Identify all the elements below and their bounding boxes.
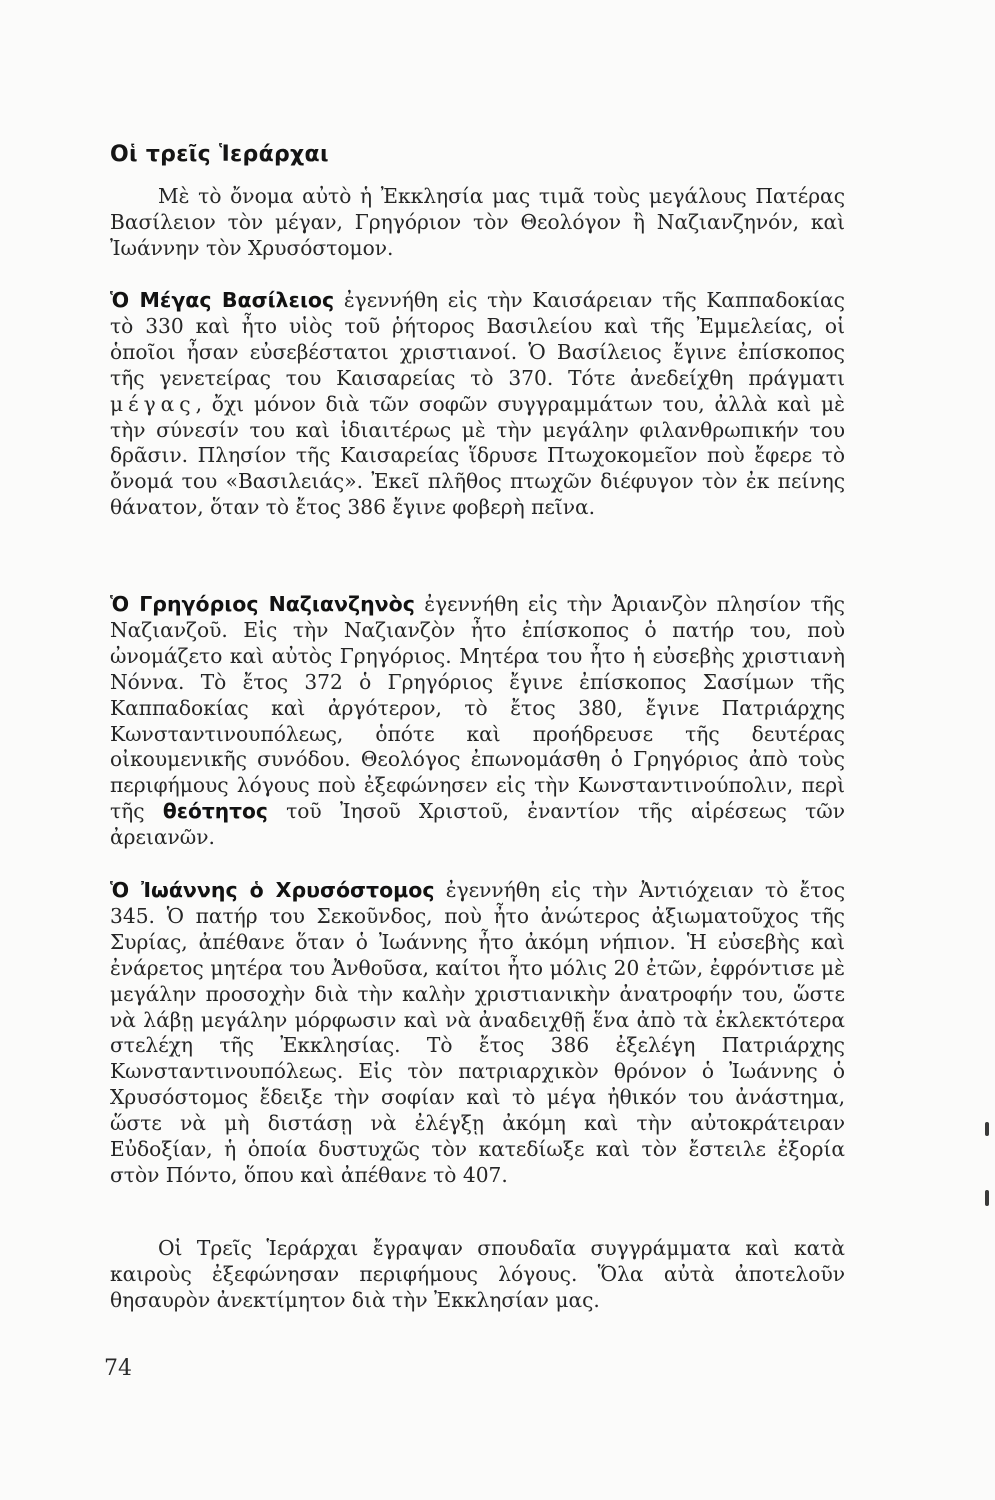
gregory-text-part-2: τοῦ Ἰησοῦ Χριστοῦ, ἐναντίον τῆς αἱρέσεως τῶν ἀρειανῶν. [110, 799, 845, 850]
intro-paragraph: Μὲ τὸ ὄνομα αὐτὸ ἡ Ἐκκλησία μας τιμᾶ τοὺς μεγάλους Πατέρας Βασίλειον τὸν μέγαν, Γρηγόριον τὸν Θεολόγον ἢ Ναζιανζηνόν, καὶ Ἰωάννην τὸν Χρυσόστομον. [110, 184, 845, 260]
gregory-heading: Ὁ Γρηγόριος Ναζιανζηνὸς [110, 592, 415, 616]
basil-text-part-1: ἐγεννήθη εἰς τὴν Καισάρειαν τῆς Καππαδοκίας τὸ 330 καὶ ἦτο υἱὸς τοῦ ῥήτορος Βασιλείου καὶ τῆς Ἐμμελείας, οἱ ὁποῖοι ἦσαν εὐσεβέστατοι χριστιανοί. Ὁ Βασίλειος ἔγινε ἐπίσκοπος τῆς γενετείρας του Καισαρείας τὸ 370. Τότε ἀνεδείχθη πράγματι [110, 288, 845, 390]
john-heading: Ὁ Ἰωάννης ὁ Χρυσόστομος [110, 878, 435, 902]
gregory-bold-word: θεότητος [162, 799, 268, 824]
basil-paragraph [110, 288, 845, 521]
basil-emphasis-word: μέγας [110, 391, 196, 416]
basil-heading: Ὁ Μέγας Βασίλειος [110, 288, 335, 312]
john-paragraph [110, 878, 845, 1189]
page-number: 74 [104, 1356, 132, 1381]
margin-scan-mark-upper [985, 1122, 989, 1136]
margin-scan-mark-lower [985, 1190, 989, 1206]
gregory-paragraph [110, 592, 845, 851]
john-text: ἐγεννήθη εἰς τὴν Ἀντιόχειαν τὸ ἔτος 345. Ὁ πατήρ του Σεκοῦνδος, ποὺ ἦτο ἀνώτερος ἀξιωματοῦχος τῆς Συρίας, ἀπέθανε ὅταν ὁ Ἰωάννης ἦτο ἀκόμη νήπιον. Ἡ εὐσεβὴς καὶ ἐνάρετος μητέρα του Ἀνθοῦσα, καίτοι ἦτο μόλις 20 ἐτῶν, ἐφρόντισε μὲ μεγάλην προσοχὴν διὰ τὴν καλὴν χριστιανικὴν ἀνατροφήν του, ὥστε νὰ λάβῃ μεγάλην μόρφωσιν καὶ νὰ ἀναδειχθῇ ἕνα ἀπὸ τὰ ἐκλεκτότερα στελέχη τῆς Ἐκκλησίας. Τὸ ἔτος 386 ἐξελέγη Πατριάρχης Κωνσταντινουπόλεως. Εἰς τὸν πατριαρχικὸν θρόνον ὁ Ἰωάννης ὁ Χρυσόστομος ἔδειξε τὴν σοφίαν καὶ τὸ μέγα ἠθικόν του ἀνάστημα, ὥστε νὰ μὴ διστάσῃ νὰ ἐλέγξῃ ἀκόμη καὶ τὴν αὐτοκράτειραν Εὐδοξίαν, ἡ ὁποία δυστυχῶς τὸν κατεδίωξε καὶ τὸν ἔστειλε ἐξορία στὸν Πόντο, ὅπου καὶ ἀπέθανε τὸ 407. [110, 878, 845, 1187]
basil-text-part-2: , ὄχι μόνον διὰ τῶν σοφῶν συγγραμμάτων του, ἀλλὰ καὶ μὲ τὴν σύνεσίν του καὶ ἰδιαιτέρως μὲ τὴν μεγάλην φιλανθρωπικήν του δρᾶσιν. Πλησίον τῆς Καισαρείας ἵδρυσε Πτωχοκομεῖον ποὺ ἔφερε τὸ ὄνομά του «Βασιλειάς». Ἐκεῖ πλῆθος πτωχῶν διέφυγον τὸν ἐκ πείνης θάνατον, ὅταν τὸ ἔτος 386 ἔγινε φοβερὴ πεῖνα. [110, 391, 845, 520]
gregory-text-part-1: ἐγεννήθη εἰς τὴν Ἀριανζὸν πλησίον τῆς Ναζιανζοῦ. Εἰς τὴν Ναζιανζὸν ἦτο ἐπίσκοπος ὁ πατήρ του, ποὺ ὠνομάζετο καὶ αὐτὸς Γρηγόριος. Μητέρα του ἦτο ἡ εὐσεβὴς χριστιανὴ Νόννα. Τὸ ἔτος 372 ὁ Γρηγόριος ἔγινε ἐπίσκοπος Σασίμων τῆς Καππαδοκίας καὶ ἀργότερον, τὸ ἔτος 380, ἔγινε Πατριάρχης Κωνσταντινουπόλεως, ὁπότε καὶ προήδρευσε τῆς δευτέρας οἰκουμενικῆς συνόδου. Θεολόγος ἐπωνομάσθη ὁ Γρηγόριος ἀπὸ τοὺς περιφήμους λόγους ποὺ ἐξεφώνησεν εἰς τὴν Κωνσταντινούπολιν, περὶ τῆς [110, 592, 845, 824]
closing-paragraph: Οἱ Τρεῖς Ἱεράρχαι ἔγραψαν σπουδαῖα συγγράμματα καὶ κατὰ καιροὺς ἐξεφώνησαν περιφήμους λόγους. Ὅλα αὐτὰ ἀποτελοῦν θησαυρὸν ἀνεκτίμητον διὰ τὴν Ἐκκλησίαν μας. [110, 1236, 845, 1312]
page-title: Οἱ τρεῖς Ἱεράρχαι [110, 142, 329, 167]
